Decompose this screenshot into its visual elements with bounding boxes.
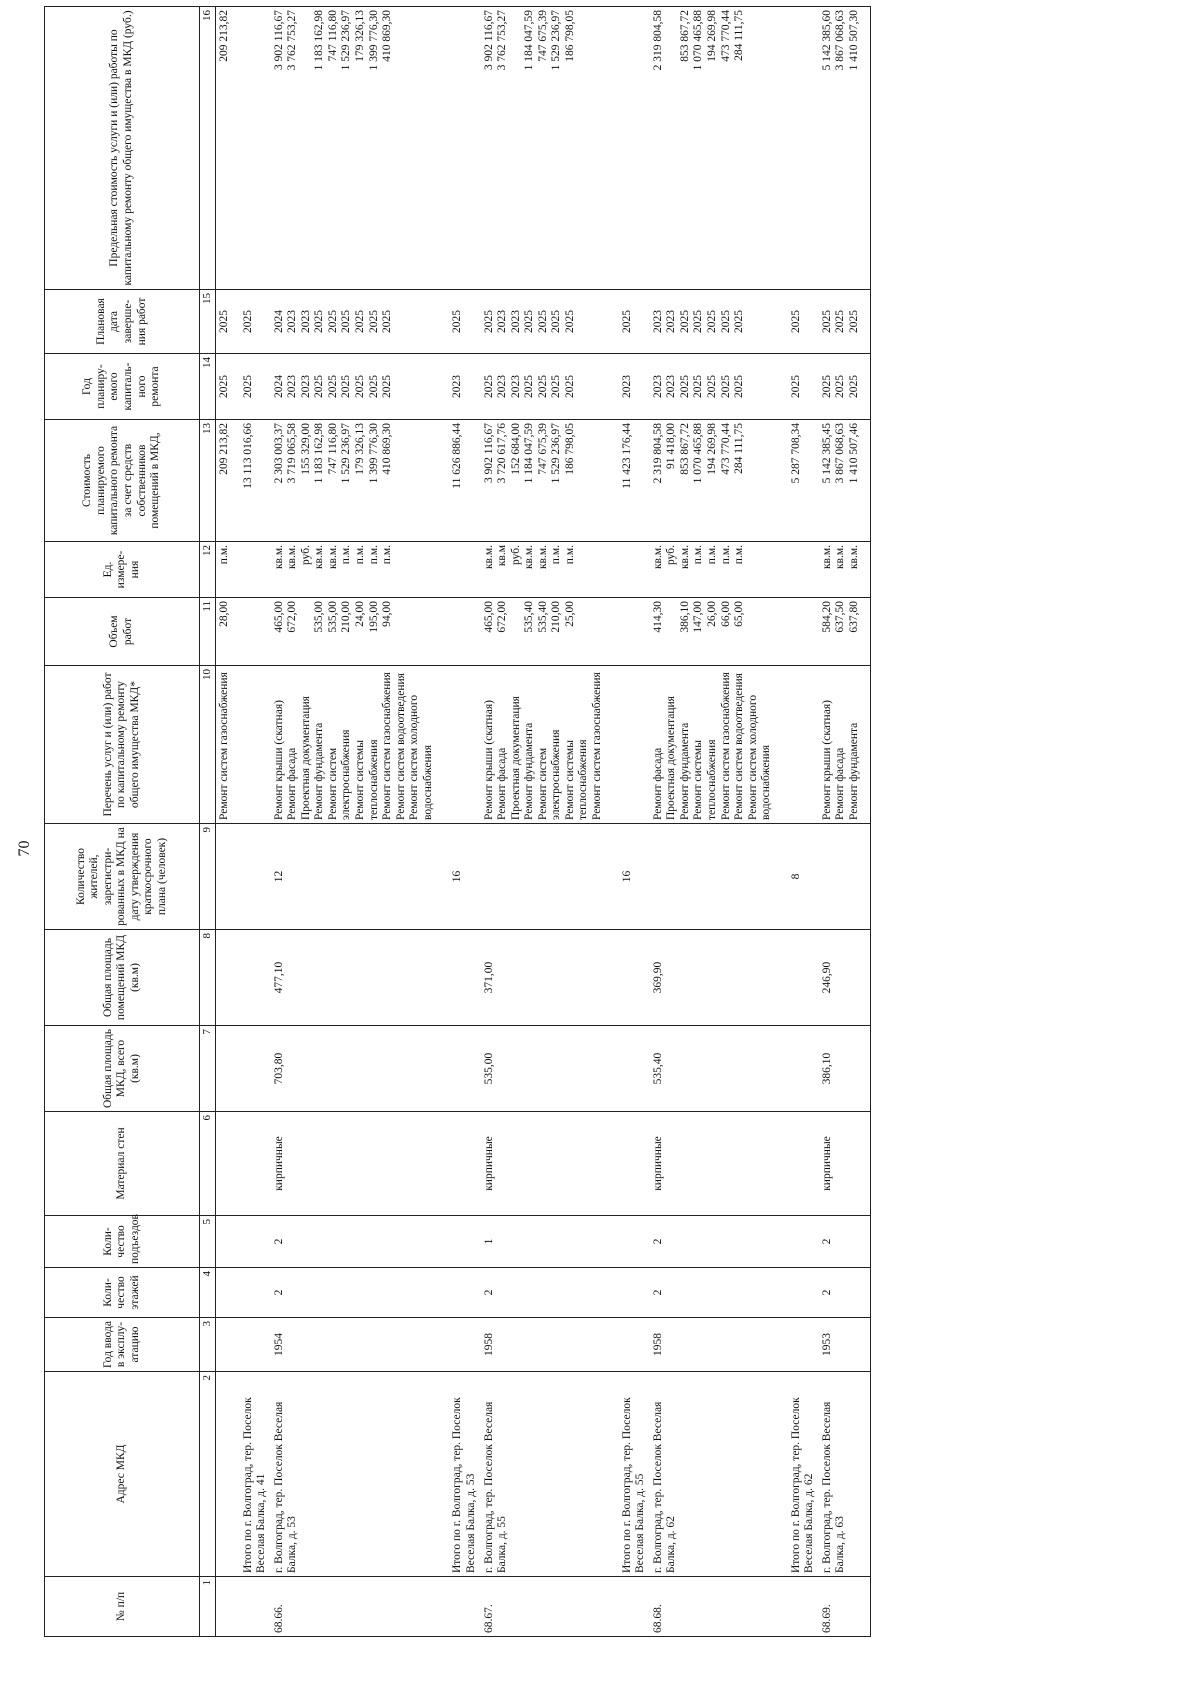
empty-cell (782, 1318, 819, 1372)
column-number-4: 4 (200, 1268, 216, 1318)
limit-cost-cell: 3 902 116,67 3 762 753,27 1 184 047,59 747 675,39 1 529 236,97 186 798,05 (481, 7, 613, 290)
limit-cost-cell: 3 902 116,67 3 762 753,27 1 183 162,98 747 116,80 1 529 236,97 179 326,13 1 399 776,30 410 869,30 (271, 7, 444, 290)
total-row (443, 7, 480, 1637)
repair-plan-table (44, 6, 871, 1637)
residents-cell: 12 (271, 824, 444, 930)
repair-year-cell: 2023 2023 2025 2025 2025 2025 2025 (650, 354, 782, 420)
entrances-cell: 2 (650, 1216, 782, 1268)
empty-cell (443, 1318, 480, 1372)
empty-cell (234, 1026, 271, 1112)
empty-cell (613, 1216, 650, 1268)
empty-cell (234, 666, 271, 824)
column-header-1: № п/п (45, 1577, 200, 1637)
repair-year-cell: 2024 2023 2023 2025 2025 2025 2025 2025 2025 (271, 354, 444, 420)
end-date-cell: 2025 2023 2023 2025 2025 2025 2025 (481, 290, 613, 354)
volume-cell: 414,30 386,10 147,00 26,00 66,00 65,00 (650, 598, 782, 666)
year-built-cell (215, 1318, 233, 1372)
volume-cell: 584,20 637,50 637,80 (819, 598, 870, 666)
total-area-cell: 535,00 (481, 1026, 613, 1112)
column-number-row (200, 7, 216, 1637)
volume-cell: 465,00 672,00 535,40 535,40 210,00 25,00 (481, 598, 613, 666)
residents-cell: 16 (443, 824, 480, 930)
empty-cell (613, 7, 650, 290)
wall-material-cell: кирпичные (481, 1112, 613, 1216)
entrances-cell: 1 (481, 1216, 613, 1268)
address-cell: г. Волгоград, тер. Поселок Веселая Балка, д. 63 (819, 1372, 870, 1577)
table-row (819, 7, 870, 1637)
year-built-cell: 1954 (271, 1318, 444, 1372)
end-date-cell: 2025 (215, 290, 233, 354)
cost-cell: 2 319 804,58 91 418,00 853 867,72 1 070 465,88 194 269,98 473 770,44 284 111,75 (650, 420, 782, 542)
floors-cell: 2 (271, 1268, 444, 1318)
header-row (45, 7, 200, 1637)
column-header-6: Материал стен (45, 1112, 200, 1216)
empty-cell (782, 542, 819, 598)
entrances-cell (215, 1216, 233, 1268)
column-header-10: Перечень услуг и (или) работ по капитальному ремонту общего имущества МКД* (45, 666, 200, 824)
empty-cell (234, 930, 271, 1026)
column-header-14: Год планиру-емого капиталь-ного ремонта (45, 354, 200, 420)
total-year-cell: 2025 (234, 354, 271, 420)
total-end-cell: 2025 (782, 290, 819, 354)
row-number: 68.69. (819, 1577, 870, 1637)
column-header-12: Ед. измере-ния (45, 542, 200, 598)
works-list-cell: Ремонт фасада Проектная документация Ремонт фундамента Ремонт системы теплоснабжения Ремонт систем газоснабжения Ремонт систем водоотведения Ремонт систем холодного водоснабжения (650, 666, 782, 824)
works-list-cell: Ремонт крыши (скатная) Ремонт фасада Ремонт фундамента (819, 666, 870, 824)
entrances-cell: 2 (819, 1216, 870, 1268)
empty-cell (613, 1318, 650, 1372)
floors-cell: 2 (819, 1268, 870, 1318)
wall-material-cell (215, 1112, 233, 1216)
total-year-cell: 2025 (782, 354, 819, 420)
rooms-area-cell (215, 930, 233, 1026)
column-header-4: Коли-чество этажей (45, 1268, 200, 1318)
total-row (613, 7, 650, 1637)
year-built-cell: 1958 (481, 1318, 613, 1372)
column-number-2: 2 (200, 1372, 216, 1577)
empty-cell (613, 598, 650, 666)
empty-cell (234, 1318, 271, 1372)
works-list-cell: Ремонт систем газоснабжения (215, 666, 233, 824)
row-number (215, 1577, 233, 1637)
column-number-12: 12 (200, 542, 216, 598)
column-header-3: Год ввода в эксплу-атацию (45, 1318, 200, 1372)
column-number-10: 10 (200, 666, 216, 824)
table-row (481, 7, 613, 1637)
wall-material-cell: кирпичные (271, 1112, 444, 1216)
empty-cell (443, 598, 480, 666)
repair-year-cell: 2025 2025 2025 (819, 354, 870, 420)
table-row (650, 7, 782, 1637)
column-header-11: Объем работ (45, 598, 200, 666)
column-header-2: Адрес МКД (45, 1372, 200, 1577)
rooms-area-cell: 246,90 (819, 930, 870, 1026)
column-number-11: 11 (200, 598, 216, 666)
row-number (443, 1577, 480, 1637)
total-cost-cell: 11 626 886,44 (443, 420, 480, 542)
empty-cell (443, 666, 480, 824)
total-row (234, 7, 271, 1637)
residents-cell: 8 (782, 824, 819, 930)
address-cell: г. Волгоград, тер. Поселок Веселая Балка, д. 62 (650, 1372, 782, 1577)
column-header-16: Предельная стоимость услуги и (или) работы по капитальному ремонту общего имущества в МКД (руб.) (45, 7, 200, 290)
row-number: 68.66. (271, 1577, 444, 1637)
empty-cell (782, 1216, 819, 1268)
column-number-5: 5 (200, 1216, 216, 1268)
empty-cell (443, 1268, 480, 1318)
total-cost-cell: 5 287 708,34 (782, 420, 819, 542)
residents-cell (650, 824, 782, 930)
column-number-1: 1 (200, 1577, 216, 1637)
column-number-14: 14 (200, 354, 216, 420)
row-number (234, 1577, 271, 1637)
residents-cell (481, 824, 613, 930)
total-label-cell: Итого по г. Волгоград, тер. Поселок Веселая Балка, д. 55 (613, 1372, 650, 1577)
unit-cell: кв.м. кв.м. руб. кв.м. кв.м. п.м. п.м. п.м. п.м. (271, 542, 444, 598)
total-end-cell: 2025 (613, 290, 650, 354)
empty-cell (782, 666, 819, 824)
empty-cell (782, 1026, 819, 1112)
total-label-cell: Итого по г. Волгоград, тер. Поселок Веселая Балка, д. 53 (443, 1372, 480, 1577)
empty-cell (234, 7, 271, 290)
wall-material-cell: кирпичные (650, 1112, 782, 1216)
column-number-8: 8 (200, 930, 216, 1026)
empty-cell (234, 1112, 271, 1216)
unit-cell: кв.м. кв.м. кв.м. (819, 542, 870, 598)
total-cost-cell: 11 423 176,44 (613, 420, 650, 542)
column-header-7: Общая площадь МКД, всего (кв.м) (45, 1026, 200, 1112)
empty-cell (234, 1268, 271, 1318)
rooms-area-cell: 369,90 (650, 930, 782, 1026)
unit-cell: п.м. (215, 542, 233, 598)
empty-cell (613, 1268, 650, 1318)
repair-year-cell: 2025 2023 2023 2025 2025 2025 2025 (481, 354, 613, 420)
column-header-13: Стоимость планируемого капитального ремонта за счет средств собственников помещений в МКД, (45, 420, 200, 542)
empty-cell (613, 930, 650, 1026)
rooms-area-cell: 371,00 (481, 930, 613, 1026)
total-end-cell: 2025 (234, 290, 271, 354)
cost-cell: 5 142 385,45 3 867 068,63 1 410 507,46 (819, 420, 870, 542)
row-number (613, 1577, 650, 1637)
entrances-cell: 2 (271, 1216, 444, 1268)
works-list-cell: Ремонт крыши (скатная) Ремонт фасада Проектная документация Ремонт фундамента Ремонт систем электроснабжения Ремонт системы теплоснабжения Ремонт систем газоснабжения (481, 666, 613, 824)
address-cell: г. Волгоград, тер. Поселок Веселая Балка, д. 53 (271, 1372, 444, 1577)
column-number-3: 3 (200, 1318, 216, 1372)
empty-cell (443, 1026, 480, 1112)
column-number-6: 6 (200, 1112, 216, 1216)
cost-cell: 209 213,82 (215, 420, 233, 542)
cost-cell: 2 303 003,37 3 719 065,58 155 329,00 1 183 162,98 747 116,80 1 529 236,97 179 326,13 1 399 776,30 410 869,30 (271, 420, 444, 542)
year-built-cell: 1953 (819, 1318, 870, 1372)
repair-year-cell: 2025 (215, 354, 233, 420)
total-row (782, 7, 819, 1637)
volume-cell: 465,00 672,00 535,00 535,00 210,00 24,00 195,00 94,00 (271, 598, 444, 666)
empty-cell (443, 930, 480, 1026)
residents-cell (215, 824, 233, 930)
empty-cell (443, 7, 480, 290)
empty-cell (443, 1112, 480, 1216)
total-end-cell: 2025 (443, 290, 480, 354)
table-row (215, 7, 233, 1637)
residents-cell (819, 824, 870, 930)
limit-cost-cell: 5 142 385,60 3 867 068,63 1 410 507,30 (819, 7, 870, 290)
column-number-15: 15 (200, 290, 216, 354)
address-cell: г. Волгоград, тер. Поселок Веселая Балка, д. 55 (481, 1372, 613, 1577)
column-header-5: Коли-чество подъездов (45, 1216, 200, 1268)
empty-cell (443, 1216, 480, 1268)
empty-cell (782, 1112, 819, 1216)
empty-cell (782, 1268, 819, 1318)
unit-cell: кв.м. руб. кв.м. п.м. п.м. п.м. п.м. (650, 542, 782, 598)
column-number-7: 7 (200, 1026, 216, 1112)
year-built-cell: 1958 (650, 1318, 782, 1372)
volume-cell: 28,00 (215, 598, 233, 666)
row-number: 68.68. (650, 1577, 782, 1637)
rooms-area-cell: 477,10 (271, 930, 444, 1026)
unit-cell: кв.м. кв.м руб. кв.м. кв.м. п.м. п.м. (481, 542, 613, 598)
empty-cell (613, 1112, 650, 1216)
empty-cell (613, 666, 650, 824)
empty-cell (234, 1216, 271, 1268)
table-container (44, 7, 871, 1637)
empty-cell (234, 598, 271, 666)
floors-cell: 2 (481, 1268, 613, 1318)
total-area-cell (215, 1026, 233, 1112)
wall-material-cell: кирпичные (819, 1112, 870, 1216)
total-area-cell: 386,10 (819, 1026, 870, 1112)
limit-cost-cell: 209 213,82 (215, 7, 233, 290)
column-header-15: Плановая дата заверше-ния работ (45, 290, 200, 354)
table-row (271, 7, 444, 1637)
column-number-16: 16 (200, 7, 216, 290)
empty-cell (443, 542, 480, 598)
end-date-cell: 2024 2023 2023 2025 2025 2025 2025 2025 2025 (271, 290, 444, 354)
column-header-8: Общая площадь помещений МКД (кв.м) (45, 930, 200, 1026)
residents-cell (234, 824, 271, 930)
empty-cell (782, 930, 819, 1026)
floors-cell: 2 (650, 1268, 782, 1318)
floors-cell (215, 1268, 233, 1318)
total-label-cell: Итого по г. Волгоград, тер. Поселок Веселая Балка, д. 62 (782, 1372, 819, 1577)
empty-cell (782, 598, 819, 666)
empty-cell (613, 1026, 650, 1112)
total-year-cell: 2023 (613, 354, 650, 420)
empty-cell (234, 542, 271, 598)
residents-cell: 16 (613, 824, 650, 930)
table-body (215, 7, 870, 1637)
column-header-9: Количество жителей, зарегистри-рованных в МКД на дату утверждения краткосрочного плана (человек) (45, 824, 200, 930)
limit-cost-cell: 2 319 804,58 853 867,72 1 070 465,88 194 269,98 473 770,44 284 111,75 (650, 7, 782, 290)
total-cost-cell: 13 113 016,66 (234, 420, 271, 542)
total-area-cell: 703,80 (271, 1026, 444, 1112)
total-area-cell: 535,40 (650, 1026, 782, 1112)
total-year-cell: 2023 (443, 354, 480, 420)
works-list-cell: Ремонт крыши (скатная) Ремонт фасада Проектная документация Ремонт фундамента Ремонт систем электроснабжения Ремонт системы теплоснабжения Ремонт систем газоснабжения Ремонт систем водоотведения Ремонт систем холодного водоснабжения (271, 666, 444, 824)
page-number: 70 (16, 840, 33, 857)
column-number-13: 13 (200, 420, 216, 542)
address-cell (215, 1372, 233, 1577)
end-date-cell: 2023 2023 2025 2025 2025 2025 2025 (650, 290, 782, 354)
row-number: 68.67. (481, 1577, 613, 1637)
row-number (782, 1577, 819, 1637)
end-date-cell: 2025 2025 2025 (819, 290, 870, 354)
empty-cell (782, 7, 819, 290)
total-label-cell: Итого по г. Волгоград, тер. Поселок Веселая Балка, д. 41 (234, 1372, 271, 1577)
cost-cell: 3 902 116,67 3 720 617,76 152 684,00 1 184 047,59 747 675,39 1 529 236,97 186 798,05 (481, 420, 613, 542)
empty-cell (613, 542, 650, 598)
column-number-9: 9 (200, 824, 216, 930)
